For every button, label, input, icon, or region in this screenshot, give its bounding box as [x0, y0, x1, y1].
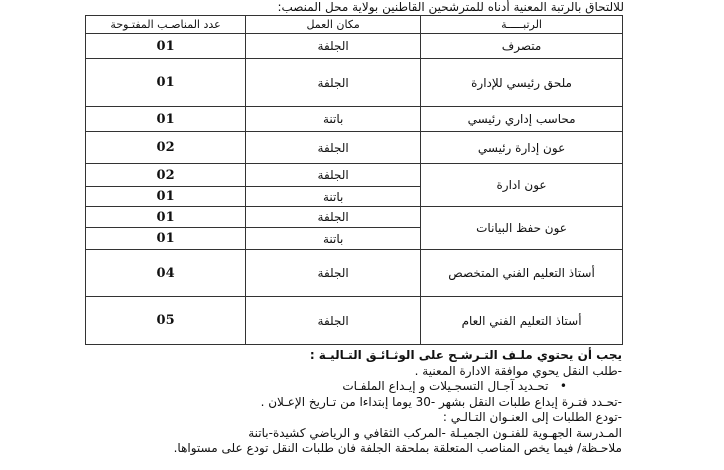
- table-row: [86, 250, 623, 297]
- positions-table: [85, 15, 623, 345]
- count-cell: 05: [86, 297, 246, 345]
- note-text: ملاحـظة/ فيما يخص المناصب المتعلقة بملحقة الجلفة فان طلبات النقل تودع على مستواها.: [173, 441, 622, 455]
- rank-cell: محاسب إداري رئيسي: [421, 107, 623, 132]
- place-cell: الجلفة: [246, 207, 421, 228]
- place-cell: الجلفة: [246, 59, 421, 107]
- header-count: عدد المناصـب المفتـوحة: [86, 16, 246, 34]
- place-cell: الجلفة: [246, 250, 421, 297]
- count-cell: 04: [86, 250, 246, 297]
- place-cell: الجلفة: [246, 34, 421, 59]
- count-cell: 01: [86, 207, 246, 228]
- header-rank: الرتبـــــة: [421, 16, 623, 34]
- rank-cell: عون ادارة: [421, 164, 623, 207]
- place-cell: الجلفة: [246, 297, 421, 345]
- table-row: [86, 297, 623, 345]
- place-cell: باتنة: [246, 187, 421, 207]
- table-row: [86, 34, 623, 59]
- rank-cell: أستاذ التعليم الفني المتخصص: [421, 250, 623, 297]
- place-cell: باتنة: [246, 228, 421, 250]
- rank-cell: متصرف: [421, 34, 623, 59]
- table-header-row: [86, 16, 623, 34]
- count-cell: 02: [86, 164, 246, 187]
- count-cell: 02: [86, 132, 246, 164]
- count-cell: 01: [86, 107, 246, 132]
- table-row: [86, 107, 623, 132]
- table-row: [86, 132, 623, 164]
- count-cell: 01: [86, 228, 246, 250]
- deadlines-heading: [174, 379, 622, 395]
- rank-cell: ملحق رئيسي للإدارة: [421, 59, 623, 107]
- place-cell: الجلفة: [246, 164, 421, 187]
- count-cell: 01: [86, 34, 246, 59]
- rank-cell: عون إدارة رئيسي: [421, 132, 623, 164]
- place-cell: باتنة: [246, 107, 421, 132]
- address-heading: -تودع الطلبات إلى العنـوان التـالـي :: [442, 410, 622, 424]
- instructions-block: [174, 348, 622, 457]
- table-row: [86, 164, 623, 187]
- intro-line: للالتحاق بالرتبة المعنية أدناه للمترشحين القاطنين بولاية محل المنصب:: [277, 0, 624, 14]
- count-cell: 01: [86, 59, 246, 107]
- bullet-icon: •: [548, 379, 567, 393]
- table-row: [86, 207, 623, 228]
- deadlines-heading-text: تحـديد آجـال التسجـيلات و إيـداع الملفـات: [342, 379, 549, 393]
- documents-heading: يجب أن يحتوي ملـف التـرشـح على الوثـائـق التـاليـة :: [309, 348, 622, 362]
- deadline-text: -تحـدد فتـرة إيداع طلبات النقل بشهر -30 يوما إبتداءا من تـاريخ الإعـلان .: [260, 394, 622, 409]
- header-place: مكان العمل: [246, 16, 421, 34]
- table-row: [86, 59, 623, 107]
- count-cell: 01: [86, 187, 246, 207]
- rank-cell: أستاذ التعليم الفني العام: [421, 297, 623, 345]
- address-text: المـدرسة الجهـوية للفنـون الجميـلة -المركب الثقافي و الرياضي كشيدة-باتنة: [248, 425, 622, 440]
- rank-cell: عون حفظ البيانات: [421, 207, 623, 250]
- document-item: -طلب النقل يحوي موافقة الادارة المعنية .: [414, 363, 622, 378]
- place-cell: الجلفة: [246, 132, 421, 164]
